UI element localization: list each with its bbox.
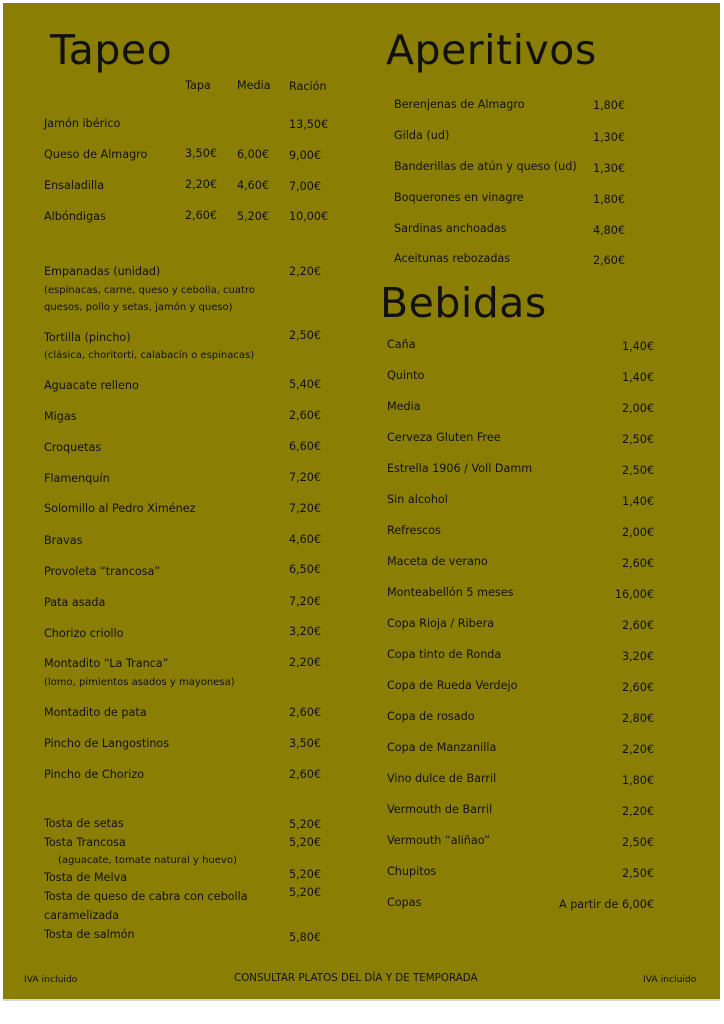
bebida-name: Caña	[387, 338, 416, 351]
tapeo-item-racion: 7,20€	[289, 595, 322, 608]
bebida-name: Copa tinto de Ronda	[387, 648, 502, 661]
bebida-name: Refrescos	[387, 524, 441, 537]
bebida-price: 16,00€	[614, 588, 654, 601]
footer-notice: CONSULTAR PLATOS DEL DÍA Y DE TEMPORADA	[234, 972, 478, 984]
col-header-media: Media	[237, 79, 271, 92]
aperitivo-name: Banderillas de atún y queso (ud)	[394, 160, 577, 173]
aperitivo-name: Gilda (ud)	[394, 129, 450, 142]
aperitivo-name: Boquerones en vinagre	[394, 191, 524, 204]
bebida-name: Monteabellón 5 meses	[387, 586, 514, 599]
tosta-note: (aguacate, tomate natural y huevo)	[58, 855, 237, 866]
bebida-name: Vermouth de Barril	[387, 803, 493, 816]
aperitivo-price: 2,60€	[593, 254, 626, 267]
bebida-name: Maceta de verano	[387, 555, 488, 568]
tapeo-item-tapa: 2,60€	[185, 209, 218, 222]
tapeo-item-racion: 13,50€	[289, 118, 329, 131]
tapeo-item-media: 6,00€	[237, 148, 270, 161]
tosta-price: 5,20€	[289, 818, 322, 831]
tapeo-item-racion: 7,00€	[289, 180, 322, 193]
tosta-name: Tosta Trancosa	[44, 836, 126, 849]
aperitivos-title: Aperitivos	[386, 26, 597, 74]
tosta-name: Tosta de Melva	[44, 871, 128, 884]
bebida-name: Sin alcohol	[387, 493, 448, 506]
bebida-name: Copa de Manzanilla	[387, 741, 497, 754]
tapeo-item-racion: 7,20€	[289, 502, 322, 515]
tapeo-item-racion: 9,00€	[289, 149, 322, 162]
tapeo-item-name: Chorizo criollo	[44, 627, 124, 640]
aperitivo-name: Aceitunas rebozadas	[394, 252, 511, 265]
tapeo-item-racion: 6,60€	[289, 440, 322, 453]
tapeo-item-racion: 6,50€	[289, 563, 322, 576]
tapeo-item-racion: 2,50€	[289, 329, 322, 342]
bebida-price: 1,40€	[621, 371, 654, 384]
bebida-price: 2,20€	[621, 805, 654, 818]
footer-vat-right: IVA incluido	[643, 974, 697, 985]
tapeo-item-note: (clásica, choritorti, calabacín o espinacas)	[44, 350, 255, 361]
tapeo-item-racion: 7,20€	[289, 471, 322, 484]
bebida-price: 1,80€	[621, 774, 654, 787]
bebida-price: 2,00€	[621, 526, 654, 539]
aperitivo-price: 1,80€	[593, 99, 626, 112]
aperitivo-price: 4,80€	[593, 224, 626, 237]
bebida-name: Estrella 1906 / Voll Damm	[387, 462, 533, 475]
tapeo-item-name: Empanadas (unidad)	[44, 265, 161, 278]
tapeo-item-racion: 3,20€	[289, 625, 322, 638]
col-header-racion: Ración	[289, 80, 327, 93]
bebida-price: 2,20€	[621, 743, 654, 756]
bebida-price: 2,50€	[621, 836, 654, 849]
tapeo-item-name: Jamón ibérico	[44, 117, 121, 130]
tapeo-item-racion: 10,00€	[289, 210, 329, 223]
tapeo-item-name: Pincho de Chorizo	[44, 768, 145, 781]
bebida-name: Cerveza Gluten Free	[387, 431, 501, 444]
tapeo-item-tapa: 2,20€	[185, 178, 218, 191]
tapeo-item-note: quesos, pollo y setas, jamón y queso)	[44, 302, 233, 313]
aperitivo-price: 1,80€	[593, 193, 626, 206]
tapeo-item-name: Solomillo al Pedro Ximénez	[44, 502, 196, 515]
tapeo-item-name: Bravas	[44, 534, 83, 547]
bebida-price: 2,00€	[621, 402, 654, 415]
bebida-price: 3,20€	[621, 650, 654, 663]
aperitivo-name: Sardinas anchoadas	[394, 222, 507, 235]
tapeo-item-name: Croquetas	[44, 441, 102, 454]
tosta-name: Tosta de setas	[44, 817, 124, 830]
bebida-name: Vino dulce de Barril	[387, 772, 497, 785]
tapeo-item-racion: 2,60€	[289, 706, 322, 719]
tapeo-item-name: Pincho de Langostinos	[44, 737, 170, 750]
aperitivo-name: Berenjenas de Almagro	[394, 98, 525, 111]
tapeo-item-racion: 5,40€	[289, 378, 322, 391]
tapeo-item-racion: 2,60€	[289, 409, 322, 422]
tosta-name: Tosta de queso de cabra con cebolla	[44, 890, 248, 903]
bebida-name: Copas	[387, 896, 422, 909]
tapeo-item-tapa: 3,50€	[185, 147, 218, 160]
tapeo-item-racion: 3,50€	[289, 737, 322, 750]
tapeo-item-name: Montadito “La Tranca”	[44, 657, 169, 670]
tosta-name-line2: caramelizada	[44, 909, 120, 922]
bebida-price: 2,60€	[621, 681, 654, 694]
tapeo-item-note: (lomo, pimientos asados y mayonesa)	[44, 677, 235, 688]
bebida-name: Media	[387, 400, 421, 413]
tapeo-item-name: Migas	[44, 410, 77, 423]
bebida-price: 2,60€	[621, 557, 654, 570]
tosta-price: 5,20€	[289, 868, 322, 881]
aperitivo-price: 1,30€	[593, 162, 626, 175]
tapeo-item-racion: 4,60€	[289, 533, 322, 546]
bebida-price: 1,40€	[621, 340, 654, 353]
bebida-price: 1,40€	[621, 495, 654, 508]
bebida-price: 2,60€	[621, 619, 654, 632]
tosta-price: 5,20€	[289, 886, 322, 899]
tosta-price: 5,80€	[289, 931, 322, 944]
bebidas-title: Bebidas	[380, 279, 547, 327]
bebida-name: Copa Rioja / Ribera	[387, 617, 495, 630]
tapeo-item-media: 5,20€	[237, 210, 270, 223]
tapeo-item-media: 4,60€	[237, 179, 270, 192]
bebida-price: 2,50€	[621, 464, 654, 477]
tapeo-title: Tapeo	[50, 26, 173, 74]
tapeo-item-name: Aguacate relleno	[44, 379, 139, 392]
tapeo-item-racion: 2,60€	[289, 768, 322, 781]
menu-sheet	[3, 3, 720, 1001]
bebida-price: A partir de 6,00€	[559, 898, 654, 911]
bebida-name: Chupitos	[387, 865, 437, 878]
bebida-name: Vermouth “aliñao”	[387, 834, 490, 847]
bebida-price: 2,50€	[621, 433, 654, 446]
bebida-price: 2,50€	[621, 867, 654, 880]
tapeo-item-name: Provoleta “trancosa”	[44, 565, 161, 578]
tosta-name: Tosta de salmón	[44, 928, 135, 941]
tapeo-item-name: Queso de Almagro	[44, 148, 148, 161]
bebida-name: Quinto	[387, 369, 425, 382]
tosta-price: 5,20€	[289, 836, 322, 849]
col-header-tapa: Tapa	[185, 79, 211, 92]
bebida-name: Copa de rosado	[387, 710, 475, 723]
tapeo-item-name: Tortilla (pincho)	[44, 331, 131, 344]
bebida-name: Copa de Rueda Verdejo	[387, 679, 518, 692]
tapeo-item-note: (espinacas, carne, queso y cebolla, cuatro	[44, 285, 255, 296]
tapeo-item-name: Albóndigas	[44, 210, 106, 223]
tapeo-item-racion: 2,20€	[289, 265, 322, 278]
tapeo-item-name: Montadito de pata	[44, 706, 147, 719]
tapeo-item-name: Ensaladilla	[44, 179, 105, 192]
footer-vat-left: IVA incluido	[24, 974, 78, 985]
tapeo-item-racion: 2,20€	[289, 656, 322, 669]
bebida-price: 2,80€	[621, 712, 654, 725]
tapeo-item-name: Pata asada	[44, 596, 106, 609]
aperitivo-price: 1,30€	[593, 131, 626, 144]
tapeo-item-name: Flamenquín	[44, 472, 110, 485]
